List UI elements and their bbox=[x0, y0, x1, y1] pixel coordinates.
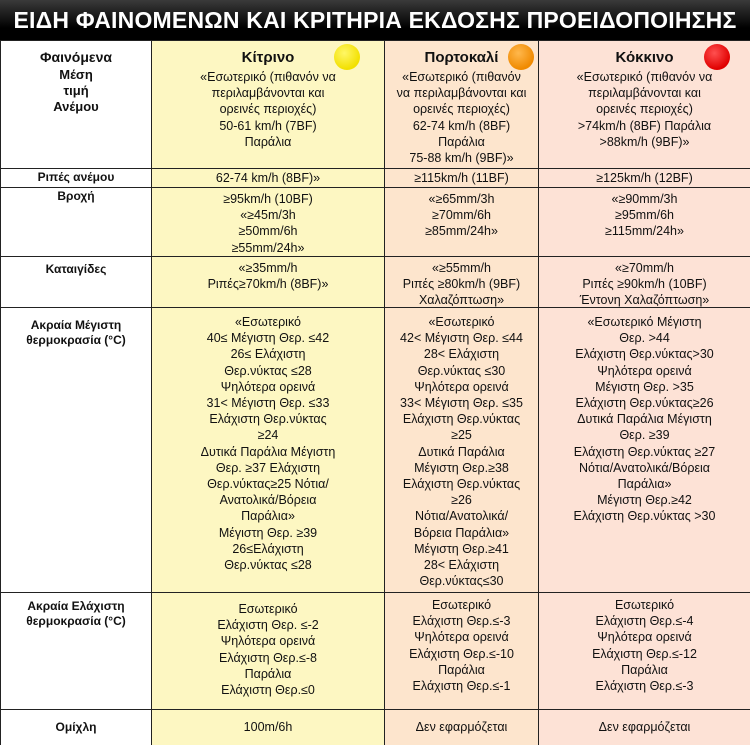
cell-line: Δυτικά Παράλια bbox=[418, 444, 505, 459]
cell-line: ορεινές περιοχές) bbox=[413, 102, 510, 117]
cell-line: Ριπές≥70km/h (8BF)» bbox=[207, 277, 329, 292]
cell-line: Ριπές ≥90km/h (10BF) bbox=[582, 277, 707, 292]
cell-line: Ομίχλη bbox=[55, 720, 97, 734]
wind-orange-values bbox=[385, 66, 538, 166]
cell-line: Παράλια bbox=[438, 134, 485, 149]
row-label bbox=[1, 593, 151, 629]
cell-line: 42< Μέγιστη Θερ. ≤44 bbox=[400, 331, 523, 346]
cell-line: ≥125km/h (12BF) bbox=[596, 171, 693, 185]
cell-line: Παράλια bbox=[621, 662, 668, 677]
cell-line: Νότια/Ανατολικά/ bbox=[414, 509, 509, 524]
cell-line: Θερ.νύκτας≥25 Νότια/ bbox=[207, 477, 329, 492]
mintemp-yellow-values bbox=[152, 593, 384, 698]
fog-red-values bbox=[539, 710, 750, 735]
storms-red-cell bbox=[539, 257, 750, 308]
cell-line: «Εσωτερικό (πιθανόν να bbox=[576, 70, 713, 84]
cell-line: Ψηλότερα ορεινά bbox=[220, 634, 316, 649]
header-phenomena-line: τιμή bbox=[63, 83, 89, 98]
cell-line: Έντονη Χαλαζόπτωση» bbox=[579, 293, 710, 308]
row-label-cell bbox=[1, 188, 152, 257]
cell-line: Εσωτερικό bbox=[238, 602, 298, 616]
cell-line: Νότια/Ανατολικά/Βόρεια bbox=[578, 460, 711, 475]
cell-line: 50-61 km/h (7BF) bbox=[219, 118, 317, 133]
cell-line: ≥50mm/6h bbox=[238, 224, 298, 239]
gusts-orange-cell bbox=[385, 169, 539, 188]
cell-line: Ελάχιστη Θερ.νύκτας>30 bbox=[575, 347, 714, 362]
cell-line: ≥115km/h (11BF) bbox=[414, 171, 509, 185]
cell-line: «≥70mm/h bbox=[615, 261, 674, 275]
row-label bbox=[1, 188, 151, 204]
cell-line: Δεν εφαρμόζεται bbox=[415, 720, 508, 734]
cell-line: Ελάχιστη Θερ.νύκτας≥26 bbox=[575, 396, 714, 411]
cell-line: Ελάχιστη Θερ.≤-10 bbox=[409, 646, 514, 661]
row-label bbox=[1, 169, 151, 185]
cell-line: Ριπές ≥80km/h (9BF) bbox=[402, 277, 521, 292]
cell-line: Παράλια» bbox=[241, 509, 295, 524]
cell-line: Βόρεια Παράλια» bbox=[413, 525, 510, 540]
cell-line: θερμοκρασία (°C) bbox=[26, 333, 126, 347]
header-phenomena-line: Ανέμου bbox=[53, 99, 99, 114]
storms-red-values bbox=[539, 257, 750, 308]
wind-orange-cell bbox=[385, 41, 539, 169]
cell-line: Ελάχιστη Θερ.≤-4 bbox=[595, 614, 694, 629]
header-phenomena-label bbox=[1, 41, 151, 115]
cell-line: 100m/6h bbox=[243, 720, 293, 734]
cell-line: «Εσωτερικό (πιθανόν να bbox=[200, 70, 336, 84]
cell-line: Παράλια» bbox=[617, 477, 672, 492]
cell-line: 40≤ Μέγιστη Θερ. ≤42 bbox=[206, 331, 330, 346]
header-phenomena-line: Μέση bbox=[59, 67, 93, 82]
cell-line: ≥24 bbox=[257, 428, 279, 443]
cell-line: Ελάχιστη Θερ.νύκτας bbox=[209, 412, 327, 427]
cell-line: Θερ.νύκτας ≤30 bbox=[417, 363, 506, 378]
mintemp-orange-cell bbox=[385, 593, 539, 710]
mintemp-yellow-cell bbox=[152, 593, 385, 710]
row-label bbox=[1, 308, 151, 348]
cell-line: Ελάχιστη Θερ.≤0 bbox=[221, 683, 315, 698]
maxtemp-yellow-values bbox=[152, 308, 384, 573]
cell-line: Δυτικά Παράλια Μέγιστη bbox=[577, 412, 712, 427]
cell-line: Μέγιστη Θερ.≥42 bbox=[597, 493, 692, 508]
cell-line: Θερ.νύκτας≤30 bbox=[419, 574, 504, 589]
cell-line: Ελάχιστη Θερ.νύκτας >30 bbox=[573, 509, 716, 524]
cell-line: Ελάχιστη Θερ.≤-3 bbox=[595, 679, 694, 694]
maxtemp-red-cell bbox=[539, 308, 750, 593]
fog-orange-cell bbox=[385, 710, 539, 745]
cell-line: ορεινές περιοχές) bbox=[219, 102, 317, 117]
cell-line: Εσωτερικό bbox=[614, 598, 675, 612]
row-label-cell bbox=[1, 308, 152, 593]
header-phenomena-line: Φαινόμενα bbox=[40, 49, 112, 65]
fog-red-cell bbox=[539, 710, 750, 745]
wind-red-values bbox=[539, 66, 750, 150]
storms-orange-cell bbox=[385, 257, 539, 308]
yellow-dot-icon bbox=[334, 44, 360, 70]
cell-line: 28< Ελάχιστη bbox=[423, 558, 500, 573]
cell-line: να περιλαμβάνονται και bbox=[396, 86, 527, 101]
header-red-title: Κόκκινο bbox=[615, 49, 674, 66]
row-label-cell bbox=[1, 169, 152, 188]
cell-line: Ακραία Ελάχιστη bbox=[27, 599, 125, 613]
gusts-yellow-values bbox=[152, 169, 384, 186]
cell-line: ≥25 bbox=[451, 428, 472, 443]
maxtemp-red-values bbox=[539, 308, 750, 525]
cell-line: 62-74 km/h (8BF)» bbox=[215, 171, 321, 185]
gusts-red-values bbox=[539, 169, 750, 186]
cell-line: «Εσωτερικό bbox=[234, 315, 302, 329]
fog-orange-values bbox=[385, 710, 538, 735]
header-yellow-title: Κίτρινο bbox=[241, 49, 295, 66]
cell-line: ≥26 bbox=[451, 493, 472, 508]
cell-line: Ψηλότερα ορεινά bbox=[597, 630, 692, 645]
storms-yellow-cell bbox=[152, 257, 385, 308]
cell-line: ≥85mm/24h» bbox=[425, 224, 498, 239]
cell-line: ≥55mm/24h» bbox=[231, 240, 305, 255]
fog-yellow-cell bbox=[152, 710, 385, 745]
cell-line: Ελάχιστη Θερ.≤-1 bbox=[412, 679, 511, 694]
cell-line: Θερ. ≥39 bbox=[619, 428, 670, 443]
cell-line: Ελάχιστη Θερ.≤-8 bbox=[219, 650, 317, 665]
cell-line: ≥95mm/6h bbox=[615, 208, 674, 223]
cell-line: Μέγιστη Θερ. ≥39 bbox=[218, 525, 318, 540]
mintemp-red-cell bbox=[539, 593, 750, 710]
page-title: ΕΙΔΗ ΦΑΙΝΟΜΕΝΩΝ ΚΑΙ ΚΡΙΤΗΡΙΑ ΕΚΔΟΣΗΣ ΠΡΟΕΙΔΟΠΟΙΗΣΗΣ bbox=[0, 0, 750, 40]
cell-line: «≥90mm/3h bbox=[611, 192, 678, 206]
cell-line: Δεν εφαρμόζεται bbox=[598, 720, 691, 734]
row-label bbox=[1, 710, 151, 735]
cell-line: «Εσωτερικό bbox=[428, 315, 495, 329]
cell-line: Ελάχιστη Θερ.≤-3 bbox=[412, 614, 511, 629]
cell-line: Ελάχιστη Θερ. ≤-2 bbox=[217, 618, 319, 633]
cell-line: Ελάχιστη Θερ.νύκτας ≥27 bbox=[573, 444, 716, 459]
cell-line: 75-88 km/h (9BF)» bbox=[409, 151, 514, 166]
storms-yellow-values bbox=[152, 257, 384, 292]
row-label bbox=[1, 257, 151, 277]
wind-red-cell bbox=[539, 41, 750, 169]
rain-yellow-cell bbox=[152, 188, 385, 257]
gusts-red-cell bbox=[539, 169, 750, 188]
cell-line: Παράλια bbox=[244, 666, 292, 681]
cell-line: Θερ.νύκτας ≤28 bbox=[224, 558, 312, 573]
cell-line: 33< Μέγιστη Θερ. ≤35 bbox=[400, 396, 523, 411]
cell-line: >88km/h (9BF)» bbox=[599, 134, 690, 149]
row-label-cell bbox=[1, 257, 152, 308]
maxtemp-yellow-cell bbox=[152, 308, 385, 593]
cell-line: >74km/h (8BF) Παράλια bbox=[577, 118, 712, 133]
cell-line: «≥55mm/h bbox=[432, 261, 491, 275]
cell-line: Ψηλότερα ορεινά bbox=[414, 630, 509, 645]
row-label-cell bbox=[1, 593, 152, 710]
header-phenomena-cell bbox=[1, 41, 152, 169]
cell-line: Παράλια bbox=[438, 662, 485, 677]
cell-line: 62-74 km/h (8BF) bbox=[412, 118, 511, 133]
cell-line: ≥95km/h (10BF) bbox=[223, 192, 313, 206]
cell-line: Ελάχιστη Θερ.νύκτας bbox=[402, 477, 521, 492]
cell-line: Εσωτερικό bbox=[431, 598, 492, 612]
cell-line: Ελάχιστη Θερ.νύκτας bbox=[402, 412, 521, 427]
cell-line: Ψηλότερα ορεινά bbox=[220, 379, 316, 394]
rain-orange-cell bbox=[385, 188, 539, 257]
cell-line: «≥65mm/3h bbox=[428, 192, 495, 206]
cell-line: «Εσωτερικό (πιθανόν bbox=[402, 70, 521, 84]
cell-line: ≥115mm/24h» bbox=[605, 224, 684, 239]
cell-line: Ψηλότερα ορεινά bbox=[414, 379, 509, 394]
mintemp-orange-values bbox=[385, 593, 538, 694]
rain-yellow-values bbox=[152, 188, 384, 256]
row-label-cell bbox=[1, 710, 152, 745]
storms-orange-values bbox=[385, 257, 538, 308]
cell-line: Χαλαζόπτωση» bbox=[418, 293, 505, 308]
cell-line: θερμοκρασία (°C) bbox=[26, 614, 126, 628]
cell-line: Ανατολικά/Βόρεια bbox=[219, 493, 317, 508]
wind-yellow-values bbox=[152, 66, 384, 150]
wind-yellow-cell bbox=[152, 41, 385, 169]
cell-line: ≥70mm/6h bbox=[432, 208, 491, 223]
mintemp-red-values bbox=[539, 593, 750, 694]
rain-orange-values bbox=[385, 188, 538, 240]
cell-line: Δυτικά Παράλια Μέγιστη bbox=[200, 444, 336, 459]
cell-line: Ακραία Μέγιστη bbox=[30, 318, 122, 332]
orange-dot-icon bbox=[508, 44, 534, 70]
cell-line: «Εσωτερικό Μέγιστη bbox=[587, 315, 702, 329]
cell-line: «≥35mm/h bbox=[238, 261, 298, 275]
red-dot-icon bbox=[704, 44, 730, 70]
cell-line: Θερ.νύκτας ≤28 bbox=[224, 363, 312, 378]
gusts-orange-values bbox=[385, 169, 538, 186]
cell-line: 26≤Ελάχιστη bbox=[232, 541, 304, 556]
maxtemp-orange-values bbox=[385, 308, 538, 589]
cell-line: Παράλια bbox=[244, 134, 292, 149]
cell-line: Ελάχιστη Θερ.≤-12 bbox=[592, 646, 697, 661]
cell-line: 28< Ελάχιστη bbox=[423, 347, 500, 362]
cell-line: Ριπές ανέμου bbox=[37, 170, 115, 184]
cell-line: Καταιγίδες bbox=[45, 262, 107, 276]
cell-line: ορεινές περιοχές) bbox=[596, 102, 693, 117]
cell-line: Ψηλότερα ορεινά bbox=[597, 363, 692, 378]
header-orange-title: Πορτοκαλί bbox=[424, 49, 499, 66]
cell-line: Θερ. ≥37 Ελάχιστη bbox=[215, 460, 321, 475]
fog-yellow-values bbox=[152, 710, 384, 735]
cell-line: Μέγιστη Θερ. >35 bbox=[595, 379, 694, 394]
cell-line: Βροχή bbox=[57, 189, 95, 203]
cell-line: περιλαμβάνονται και bbox=[588, 86, 701, 101]
cell-line: «≥45m/3h bbox=[240, 208, 296, 223]
cell-line: 26≤ Ελάχιστη bbox=[230, 347, 306, 362]
cell-line: Θερ. >44 bbox=[619, 331, 670, 346]
criteria-table bbox=[0, 40, 750, 745]
rain-red-values bbox=[539, 188, 750, 240]
rain-red-cell bbox=[539, 188, 750, 257]
cell-line: Μέγιστη Θερ.≥38 bbox=[414, 460, 509, 475]
gusts-yellow-cell bbox=[152, 169, 385, 188]
cell-line: περιλαμβάνονται και bbox=[211, 86, 325, 101]
cell-line: 31< Μέγιστη Θερ. ≤33 bbox=[206, 396, 330, 411]
maxtemp-orange-cell bbox=[385, 308, 539, 593]
cell-line: Μέγιστη Θερ.≥41 bbox=[414, 541, 509, 556]
